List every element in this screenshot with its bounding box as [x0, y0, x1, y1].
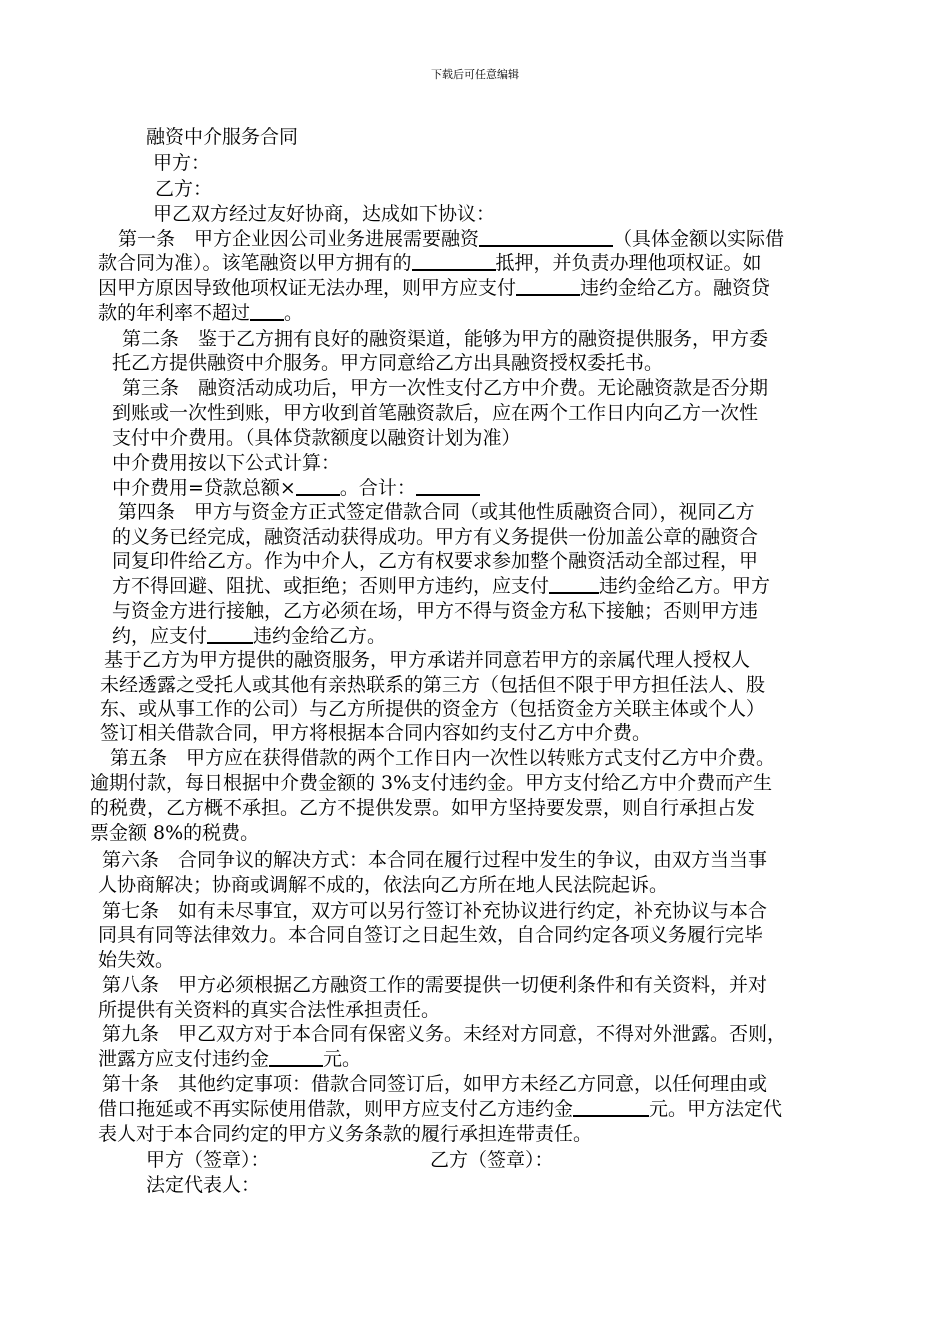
- blank-penalty: [516, 276, 580, 296]
- blank-collateral: [412, 251, 496, 271]
- extra-paragraph-line-2: 未经透露之受托人或其他有亲热联系的第三方（包括但不限于甲方担任法人、股: [100, 674, 766, 696]
- article-4-line-6: 约，应支付 违约金给乙方。: [112, 625, 387, 647]
- article-5-line-2: 逾期付款，每日根据中介费金额的 3%支付违约金。甲方支付给乙方中介费而产生: [90, 772, 773, 794]
- blank-usage-penalty: [573, 1097, 649, 1117]
- article-8-line-2: 所提供有关资料的真实合法性承担责任。: [98, 999, 441, 1021]
- blank-interest-rate: [250, 301, 284, 321]
- article-10-line-1: 第十条 其他约定事项：借款合同签订后，如甲方未经乙方同意，以任何理由或: [102, 1073, 768, 1095]
- article-10-line-3: 表人对于本合同约定的甲方义务条款的履行承担连带责任。: [98, 1123, 593, 1145]
- article-9-line-2: 泄露方应支付违约金 元。: [98, 1048, 362, 1070]
- article-3-line-2: 到账或一次性到账，甲方收到首笔融资款后，应在两个工作日内向乙方一次性: [112, 402, 759, 424]
- intro-line: 甲乙双方经过友好协商，达成如下协议：: [153, 203, 496, 225]
- formula-intro: 中介费用按以下公式计算：: [112, 452, 341, 474]
- blank-financing-amount: [479, 227, 613, 247]
- article-4-line-3: 同复印件给乙方。作为中介人，乙方有权要求参加整个融资活动全部过程，甲: [112, 550, 759, 572]
- blank-penalty-2: [549, 574, 599, 594]
- party-a-label: 甲方：: [153, 152, 211, 174]
- article-1-line-4: 款的年利率不超过 。: [98, 302, 304, 324]
- article-1-line-1: 第一条 甲方企业因公司业务进展需要融资 （具体金额以实际借: [118, 228, 785, 250]
- extra-paragraph-line-4: 签订相关借款合同，甲方将根据本合同内容如约支付乙方中介费。: [100, 722, 652, 744]
- article-1-line-3: 因甲方原因导致他项权证无法办理，则甲方应支付 违约金给乙方。融资贷: [98, 277, 771, 299]
- blank-penalty-3: [207, 624, 253, 644]
- article-5-line-3: 的税费，乙方概不承担。乙方不提供发票。如甲方坚持要发票，则自行承担占发: [90, 797, 756, 819]
- article-2-line-1: 第二条 鉴于乙方拥有良好的融资渠道，能够为甲方的融资提供服务，甲方委: [122, 328, 769, 350]
- extra-paragraph-line-1: 基于乙方为甲方提供的融资服务，甲方承诺并同意若甲方的亲属代理人授权人: [104, 649, 751, 671]
- article-5-line-4: 票金额 8%的税费。: [90, 822, 260, 844]
- contract-title: 融资中介服务合同: [146, 126, 299, 148]
- blank-fee-total: [416, 476, 480, 496]
- page-header: 下载后可任意编辑: [431, 68, 519, 81]
- article-4-line-5: 与资金方进行接触，乙方必须在场，甲方不得与资金方私下接触；否则甲方违: [112, 600, 759, 622]
- party-b-label: 乙方：: [155, 178, 213, 200]
- party-a-seal-label: 甲方（签章）：: [146, 1149, 270, 1171]
- article-10-line-2: 借口拖延或不再实际使用借款，则甲方应支付乙方违约金 元。甲方法定代: [98, 1098, 783, 1120]
- article-5-line-1: 第五条 甲方应在获得借款的两个工作日内一次性以转账方式支付乙方中介费。: [110, 747, 776, 769]
- legal-rep-label: 法定代表人：: [146, 1174, 261, 1196]
- article-2-line-2: 托乙方提供融资中介服务。甲方同意给乙方出具融资授权委托书。: [112, 352, 664, 374]
- party-b-seal-label: 乙方（签章）：: [430, 1149, 554, 1171]
- article-3-line-1: 第三条 融资活动成功后，甲方一次性支付乙方中介费。无论融资款是否分期: [122, 377, 769, 399]
- article-3-line-3: 支付中介费用。（具体贷款额度以融资计划为准）: [112, 427, 521, 449]
- article-4-line-4: 方不得回避、阻扰、或拒绝；否则甲方违约，应支付 违约金给乙方。甲方: [112, 575, 771, 597]
- article-1-line-2: 款合同为准）。该笔融资以甲方拥有的 抵押，并负责办理他项权证。如: [98, 252, 762, 274]
- article-4-line-1: 第四条 甲方与资金方正式签定借款合同（或其他性质融资合同），视同乙方: [118, 501, 755, 523]
- article-7-line-1: 第七条 如有未尽事宜，双方可以另行签订补充协议进行约定，补充协议与本合: [102, 900, 768, 922]
- article-8-line-1: 第八条 甲方必须根据乙方融资工作的需要提供一切便利条件和有关资料，并对: [102, 974, 768, 996]
- article-6-line-2: 人协商解决；协商或调解不成的，依法向乙方所在地人民法院起诉。: [98, 874, 669, 896]
- article-9-line-1: 第九条 甲乙双方对于本合同有保密义务。未经对方同意，不得对外泄露。否则，: [102, 1023, 787, 1045]
- blank-fee-rate: [296, 476, 340, 496]
- article-7-line-2: 同具有同等法律效力。本合同自签订之日起生效，自合同约定各项义务履行完毕: [98, 924, 764, 946]
- article-6-line-1: 第六条 合同争议的解决方式：本合同在履行过程中发生的争议，由双方当当事: [102, 849, 768, 871]
- article-7-line-3: 始失效。: [98, 949, 175, 971]
- extra-paragraph-line-3: 东、或从事工作的公司）与乙方所提供的资金方（包括资金方关联主体或个人）: [100, 698, 766, 720]
- article-4-line-2: 的义务已经完成，融资活动获得成功。甲方有义务提供一份加盖公章的融资合: [112, 526, 759, 548]
- formula-line: 中介费用=贷款总额× 。合计：: [112, 476, 480, 500]
- blank-confidentiality-penalty: [269, 1047, 323, 1067]
